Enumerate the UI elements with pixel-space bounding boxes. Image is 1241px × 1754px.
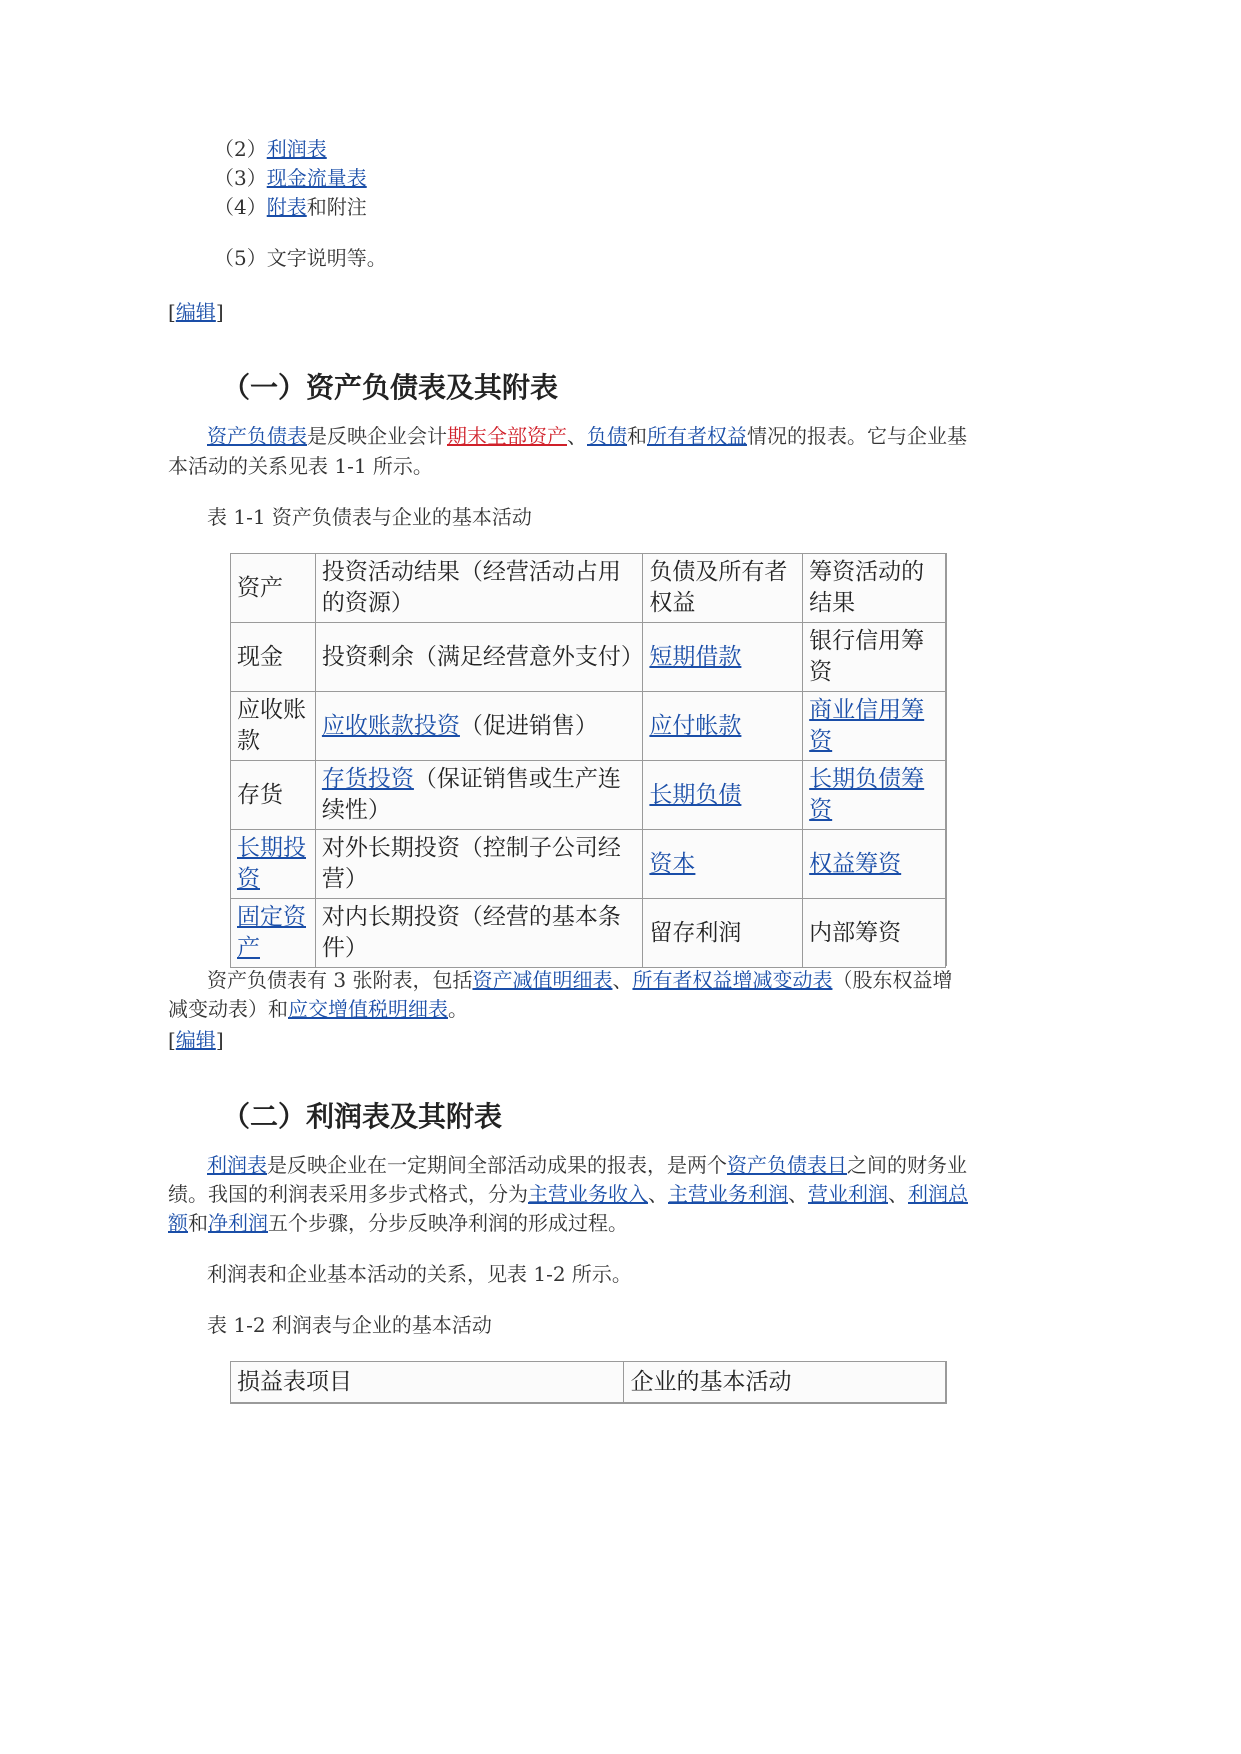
list-number: （2） [214, 137, 267, 161]
cell-text: （促进销售） [459, 712, 598, 739]
table-header-cell: 负债及所有者权益 [643, 554, 803, 623]
table-cell [803, 761, 946, 830]
text: （股东权益增 [832, 968, 953, 992]
section-2-paragraph-2: 利润表和企业基本活动的关系，见表 1-2 所示。 [207, 1262, 632, 1286]
text: 之间的财务业 [847, 1153, 967, 1177]
table-cell: 对外长期投资（控制子公司经营） [315, 830, 643, 899]
text: 是反映企业在一定期间全部活动成果的报表，是两个 [267, 1153, 727, 1177]
text: 、 [567, 424, 587, 448]
text: 和 [627, 424, 647, 448]
text: 五个步骤，分步反映净利润的形成过程。 [268, 1211, 628, 1235]
text: 、 [888, 1182, 908, 1206]
list-item-5: （5）文字说明等。 [214, 246, 387, 270]
table-cell [643, 830, 803, 899]
list-item-3 [214, 162, 367, 194]
link-equity-changes-statement[interactable]: 所有者权益增减变动表 [632, 968, 833, 992]
link-period-end-assets[interactable]: 期末全部资产 [447, 424, 567, 448]
table-cell [315, 761, 643, 830]
edit-link[interactable]: 编辑 [175, 1028, 216, 1052]
table-row [231, 899, 946, 968]
table-row [231, 830, 946, 899]
list-text: 和附注 [306, 195, 367, 219]
table-1-2-caption: 表 1-2 利润表与企业的基本活动 [207, 1313, 492, 1337]
bracket-close: ] [215, 300, 224, 324]
bracket-close: ] [215, 1028, 224, 1052]
link-short-term-borrowing[interactable]: 短期借款 [649, 643, 742, 670]
link-cash-flow-statement[interactable]: 现金流量表 [266, 166, 367, 190]
edit-link[interactable]: 编辑 [175, 300, 216, 324]
link-income-statement-2[interactable]: 利润表 [207, 1153, 267, 1177]
link-long-term-investment[interactable]: 长期投资 [237, 835, 306, 892]
edit-section-1 [168, 296, 224, 325]
link-commercial-credit-financing[interactable]: 商业信用筹资 [809, 697, 925, 754]
cell-text: （保证销售或生产连续性） [321, 766, 621, 823]
link-capital[interactable]: 资本 [649, 850, 696, 877]
link-income-statement[interactable]: 利润表 [266, 137, 327, 161]
section-1-paragraph-line-1 [207, 420, 967, 452]
schedules-paragraph-line-1 [207, 964, 952, 996]
link-accounts-payable[interactable]: 应付帐款 [649, 712, 742, 739]
text: 和 [188, 1211, 208, 1235]
link-total-profit[interactable]: 利润总 [908, 1182, 968, 1206]
text: 、 [612, 968, 633, 992]
table-cell: 现金 [231, 623, 316, 692]
link-receivables-investment[interactable]: 应收账款投资 [321, 712, 460, 739]
link-balance-sheet[interactable]: 资产负债表 [207, 424, 307, 448]
link-vat-schedule[interactable]: 应交增值税明细表 [288, 997, 448, 1021]
bracket-open: [ [168, 300, 176, 324]
section-2-paragraph-line-1 [207, 1149, 967, 1181]
link-liabilities[interactable]: 负债 [587, 424, 627, 448]
section-1-paragraph-line-2: 本活动的关系见表 1-1 所示。 [168, 454, 433, 478]
link-main-business-profit[interactable]: 主营业务利润 [668, 1182, 788, 1206]
table-1-1-caption: 表 1-1 资产负债表与企业的基本活动 [207, 505, 532, 529]
link-total-profit-cont[interactable]: 额 [168, 1211, 188, 1235]
table-cell: 应收账款 [231, 692, 316, 761]
table-cell [803, 830, 946, 899]
table-cell [315, 692, 643, 761]
text: 减变动表）和 [168, 997, 288, 1021]
table-cell: 对内长期投资（经营的基本条件） [315, 899, 643, 968]
section-2-heading: （二）利润表及其附表 [222, 1100, 503, 1133]
table-cell: 投资剩余（满足经营意外支付） [315, 623, 643, 692]
table-cell: 银行信用筹资 [803, 623, 946, 692]
table-cell: 内部筹资 [803, 899, 946, 968]
table-cell [643, 761, 803, 830]
table-cell [803, 692, 946, 761]
link-owners-equity[interactable]: 所有者权益 [647, 424, 747, 448]
table-cell [231, 830, 316, 899]
table-header-cell: 企业的基本活动 [624, 1362, 946, 1403]
section-2-paragraph-line-2 [168, 1178, 968, 1210]
list-item-4 [214, 191, 367, 223]
section-2-paragraph-line-3 [168, 1207, 628, 1239]
link-main-business-revenue[interactable]: 主营业务收入 [528, 1182, 648, 1206]
table-header-row [231, 1362, 946, 1403]
table-header-cell: 投资活动结果（经营活动占用的资源） [315, 554, 643, 623]
link-impairment-schedule[interactable]: 资产减值明细表 [472, 968, 613, 992]
link-inventory-investment[interactable]: 存货投资 [321, 766, 414, 792]
edit-section-2 [168, 1024, 224, 1053]
link-long-term-liabilities[interactable]: 长期负债 [649, 781, 742, 808]
text: 、 [648, 1182, 668, 1206]
table-row [231, 761, 946, 830]
list-item-2 [214, 133, 327, 165]
text: 是反映企业会计 [307, 424, 447, 448]
text: 资产负债表有 3 张附表，包括 [207, 968, 473, 992]
link-schedules[interactable]: 附表 [266, 195, 307, 219]
section-1-heading: （一）资产负债表及其附表 [222, 371, 559, 404]
table-1-1 [230, 553, 946, 968]
table-header-cell: 筹资活动的结果 [803, 554, 946, 623]
table-cell [643, 623, 803, 692]
link-operating-profit[interactable]: 营业利润 [808, 1182, 888, 1206]
table-row [231, 623, 946, 692]
table-cell [231, 899, 316, 968]
text: 情况的报表。它与企业基 [747, 424, 967, 448]
table-cell: 留存利润 [643, 899, 803, 968]
bracket-open: [ [168, 1028, 176, 1052]
schedules-paragraph-line-2 [168, 993, 468, 1025]
text: 。 [448, 997, 468, 1021]
table-1-2 [230, 1361, 946, 1403]
link-net-profit[interactable]: 净利润 [208, 1211, 268, 1235]
link-long-term-debt-financing[interactable]: 长期负债筹资 [809, 766, 925, 823]
table-header-cell: 资产 [231, 554, 316, 623]
list-number: （3） [214, 166, 267, 190]
text: 绩。我国的利润表采用多步式格式，分为 [168, 1182, 528, 1206]
link-fixed-assets[interactable]: 固定资产 [237, 904, 306, 961]
table-row [231, 692, 946, 761]
table-cell [643, 692, 803, 761]
list-number: （4） [214, 195, 267, 219]
text: 、 [788, 1182, 808, 1206]
link-equity-financing[interactable]: 权益筹资 [809, 850, 902, 877]
table-header-cell: 损益表项目 [231, 1362, 624, 1403]
table-header-row [231, 554, 946, 623]
table-cell: 存货 [231, 761, 316, 830]
link-balance-sheet-date[interactable]: 资产负债表日 [727, 1153, 847, 1177]
